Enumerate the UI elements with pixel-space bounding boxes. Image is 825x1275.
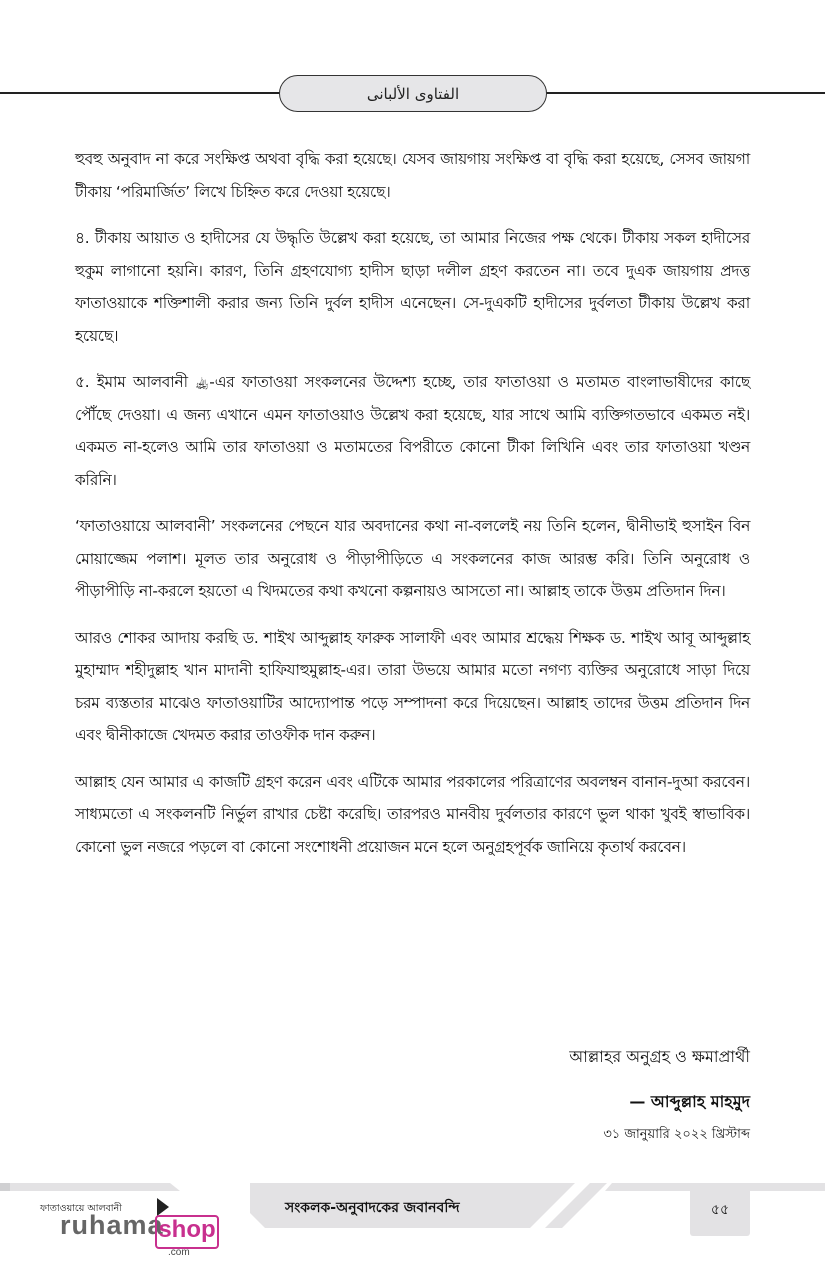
paragraph: আরও শোকর আদায় করছি ড. শাইখ আব্দুল্লাহ ফারুক সালাফী এবং আমার শ্রদ্ধেয় শিক্ষক ড. শাইখ আবূ আব্দুল্লাহ মুহাম্মাদ শহীদুল্লাহ খান মাদানী হাফিযাহুমুল্লাহ-এর। তারা উভয়ে আমার মতো নগণ্য ব্যক্তির অনুরোধে সাড়া দিয়ে চরম ব্যস্ততার মাঝেও ফাতাওয়াটির আদ্যোপান্ত পড়ে সম্পাদনা করে দিয়েছেন। আল্লাহ তাদের উত্তম প্রতিদান দিন এবং দ্বীনীকাজে খেদমত করার তাওফীক দান করুন। <box>75 628 750 744</box>
paragraph: হুবহু অনুবাদ না করে সংক্ষিপ্ত অথবা বৃদ্ধি করা হয়েছে। যেসব জায়গায় সংক্ষিপ্ত বা বৃদ্ধি করা হয়েছে, সেসব জায়গা টীকায় ‘পরিমার্জিত’ লিখে চিহ্নিত করে দেওয়া হয়েছে। <box>75 150 750 201</box>
signature-author: — আব্দুল্লাহ মাহমুদ <box>629 1092 750 1111</box>
paragraph: ৫. ইমাম আলবানী ﵀-এর ফাতাওয়া সংকলনের উদ্দেশ্য হচ্ছে, তার ফাতাওয়া ও মতামত বাংলাভাষীদের কাছে পৌঁছে দেওয়া। এ জন্য এখানে এমন ফাতাওয়াও উল্লেখ করা হয়েছে, যার সাথে আমি ব্যক্তিগতভাবে একমত নই। একমত না-হলেও আমি তার ফাতাওয়া ও মতামতের বিপরীতে কোনো টীকা লিখিনি এবং তার ফাতাওয়া খণ্ডন করিনি। <box>75 373 750 489</box>
header-rule-left <box>0 92 282 94</box>
header-rule-right <box>545 92 825 94</box>
logo-domain: .com <box>168 1247 190 1258</box>
page-number: ৫৫ <box>710 1202 730 1218</box>
signature-salutation: আল্লাহর অনুগ্রহ ও ক্ষমাপ্রার্থী <box>569 1047 750 1066</box>
logo-brand-ruhama: ruhama <box>60 1210 164 1240</box>
footer-section-title: সংকলক-অনুবাদকের জবানবন্দি <box>285 1200 460 1216</box>
page-number-box <box>690 1184 750 1236</box>
paragraph: আল্লাহ যেন আমার এ কাজটি গ্রহণ করেন এবং এটিকে আমার পরকালের পরিত্রাণের অবলম্বন বানান-দুআ করবেন। সাধ্যমতো এ সংকলনটি নির্ভুল রাখার চেষ্টা করেছি। তারপরও মানবীয় দুর্বলতার কারণে ভুল থাকা খুবই স্বাভাবিক। কোনো ভুল নজরে পড়লে বা কোনো সংশোধনী প্রয়োজন মনে হলে অনুগ্রহপূর্বক জানিয়ে কৃতার্থ করবেন। <box>75 772 750 856</box>
footer-band-strip <box>10 1183 180 1191</box>
logo-book-name: ফাতাওয়ায়ে আলবানী <box>40 1203 122 1214</box>
header-title: الفتاوى الألبانى <box>366 84 460 103</box>
paragraph: ‘ফাতাওয়ায়ে আলবানী’ সংকলনের পেছনে যার অবদানের কথা না-বললেই নয় তিনি হলেন, দ্বীনীভাই হুসাইন বিন মোয়াজ্জেম পলাশ। মূলত তার অনুরোধ ও পীড়াপীড়িতে এ সংকলনের কাজ আরম্ভ করি। তিনি অনুরোধ ও পীড়াপীড়ি না-করলে হয়তো এ খিদমতের কথা কখনো কল্পনায়ও আসতো না। আল্লাহ তাকে উত্তম প্রতিদান দিন। <box>75 517 750 600</box>
logo-brand-shop: shop <box>155 1215 219 1249</box>
footer-band-left <box>0 1183 10 1191</box>
paragraph: ৪. টীকায় আয়াত ও হাদীসের যে উদ্ধৃতি উল্লেখ করা হয়েছে, তা আমার নিজের পক্ষ থেকে। টীকায় সকল হাদীসের হুকুম লাগানো হয়নি। কারণ, তিনি গ্রহণযোগ্য হাদীস ছাড়া দলীল গ্রহণ করতেন না। তবে দুএক জায়গায় প্রদত্ত ফাতাওয়াকে শক্তিশালী করার জন্য তিনি দুর্বল হাদীস এনেছেন। সে-দুএকটি হাদীসের দুর্বলতা টীকায় উল্লেখ করা হয়েছে। <box>75 229 750 345</box>
header-title-box <box>279 75 547 112</box>
signature-date: ৩১ জানুয়ারি ২০২২ খ্রিস্টাব্দ <box>603 1127 750 1142</box>
page-body <box>75 143 750 877</box>
